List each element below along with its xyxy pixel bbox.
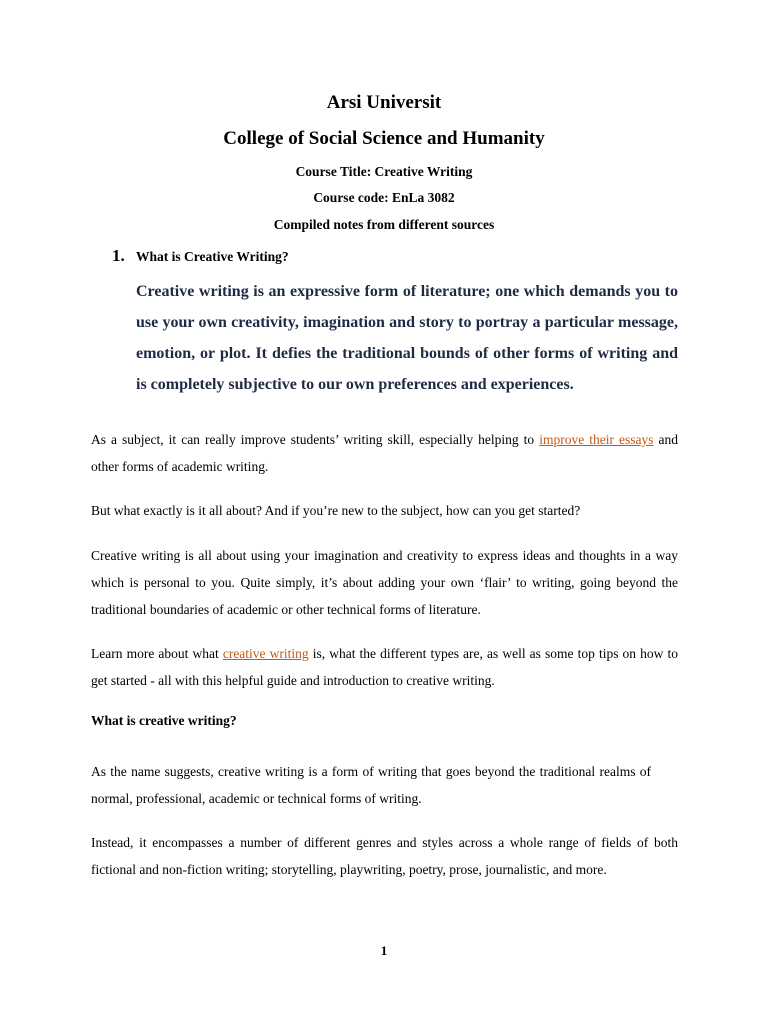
institution-title: Arsi Universit — [326, 92, 442, 113]
paragraph-1-text: As a subject, it can really improve students’ writing skill, especially helping to — [91, 432, 540, 447]
paragraph-4-text: Learn more about what — [91, 646, 223, 661]
paragraph-1-text-end: and other forms of academic writing. — [91, 432, 678, 474]
page-number: 1 — [380, 943, 388, 958]
compiled-note: Compiled notes from different sources — [273, 217, 495, 232]
course-code: Course code: EnLa 3082 — [313, 190, 455, 205]
section-number: 1. — [112, 246, 125, 265]
college-title: College of Social Science and Humanity — [223, 128, 545, 149]
creative-writing-definition: Creative writing is an expressive form of literature; one which demands you to use your own creativity, imagination and story to portray a particular message, emotion, or plot. It defies the traditional bounds of other forms of writing and is completely subjective to our own preferences and experiences. — [136, 283, 678, 393]
improve-essays-link[interactable]: improve their essays — [539, 432, 654, 447]
section-1-heading — [112, 246, 289, 266]
paragraph-1 — [91, 426, 678, 480]
paragraph-6: Instead, it encompasses a number of different genres and styles across a whole range of fields of both fictional and non-fiction writing; storytelling, playwriting, poetry, prose, journalistic, and more. — [91, 835, 678, 877]
paragraph-2: But what exactly is it all about? And if you’re new to the subject, how can you get started? — [91, 503, 581, 518]
paragraph-4 — [91, 640, 678, 694]
section-title: What is Creative Writing? — [136, 249, 289, 264]
subheading-what-is-creative-writing: What is creative writing? — [91, 713, 237, 728]
paragraph-3: Creative writing is all about using your imagination and creativity to express ideas and thoughts in a way which is personal to you. Quite simply, it’s about adding your own ‘flair’ to writing, going beyond the traditional boundaries of academic or other technical forms of literature. — [91, 548, 678, 617]
paragraph-4-text-end: is, what the different types are, as well as some top tips on how to get started - all with this helpful guide and introduction to creative writing. — [91, 646, 678, 688]
paragraph-5: As the name suggests, creative writing is a form of writing that goes beyond the traditional realms of normal, professional, academic or technical forms of writing. — [91, 764, 651, 806]
course-title: Course Title: Creative Writing — [295, 164, 473, 179]
creative-writing-link[interactable]: creative writing — [222, 646, 309, 661]
